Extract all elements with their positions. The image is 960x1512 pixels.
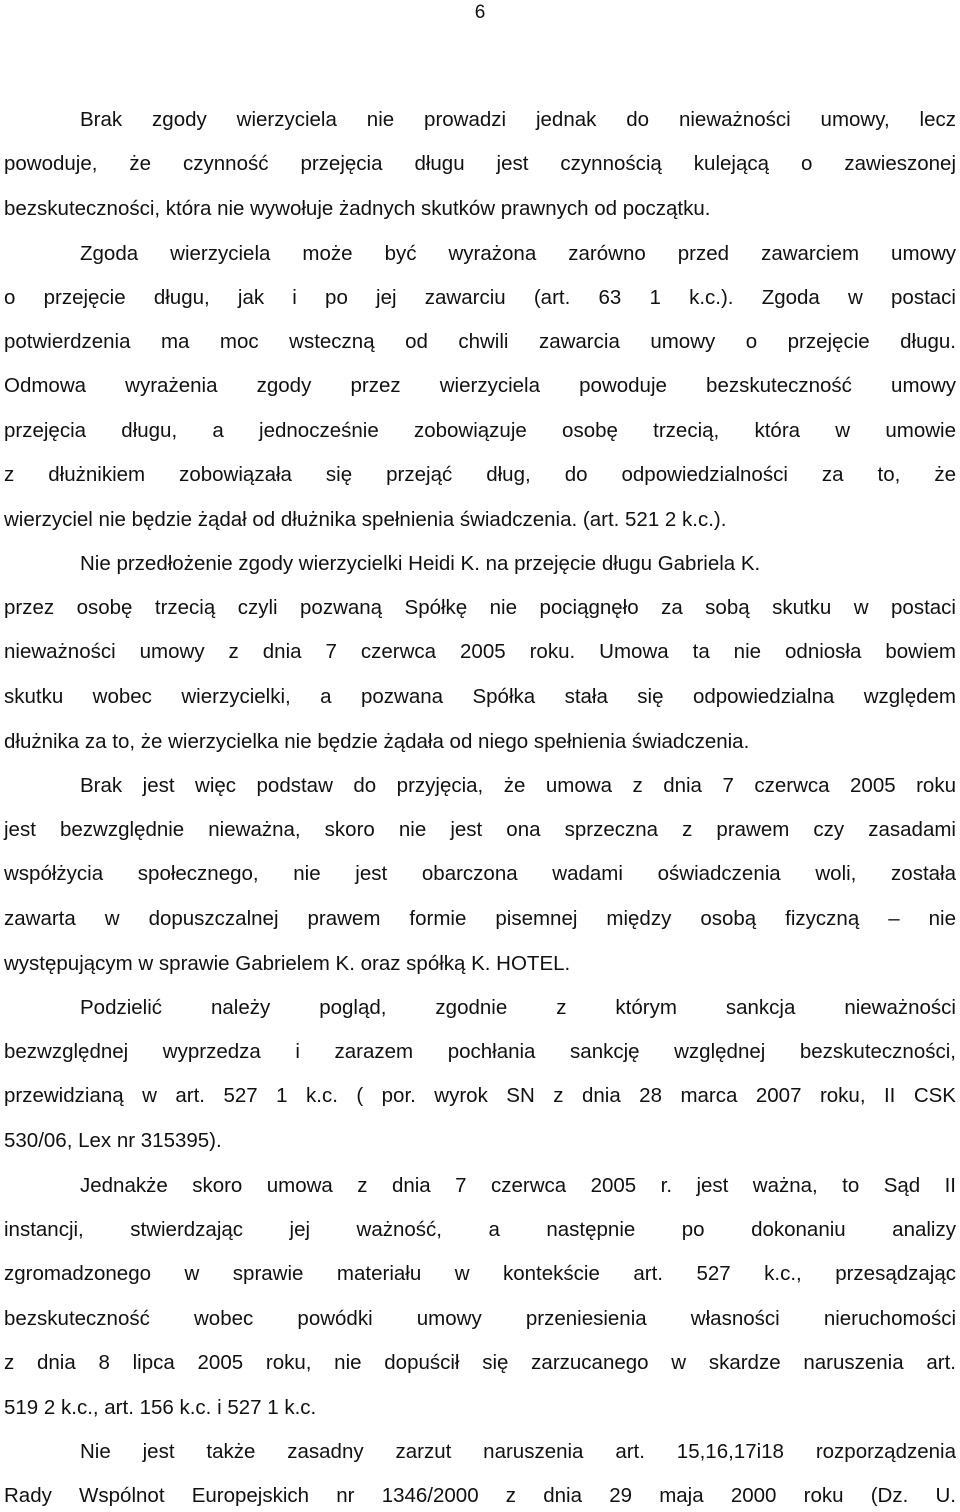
text-line: z dłużnikiem zobowiązała się przejąć dług, do odpowiedzialności za to, że [4, 463, 956, 486]
text-line: przewidzianą w art. 527 1 k.c. ( por. wyrok SN z dnia 28 marca 2007 roku, II CSK [4, 1084, 956, 1107]
text-line: przejęcia długu, a jednocześnie zobowiązuje osobę trzecią, która w umowie [4, 419, 956, 442]
text-line: skutku wobec wierzycielki, a pozwana Spółka stała się odpowiedzialna względem [4, 685, 956, 708]
text-line: potwierdzenia ma moc wsteczną od chwili zawarcia umowy o przejęcie długu. [4, 330, 956, 353]
text-line: 530/06, Lex nr 315395). [4, 1129, 222, 1152]
text-line: Rady Wspólnot Europejskich nr 1346/2000 z dnia 29 maja 2000 roku (Dz. U. [4, 1484, 956, 1507]
text-line: dłużnika za to, że wierzycielka nie będzie żądała od niego spełnienia świadczenia. [4, 730, 750, 753]
text-line: Jednakże skoro umowa z dnia 7 czerwca 2005 r. jest ważna, to Sąd II [80, 1174, 956, 1197]
text-line: instancji, stwierdzając jej ważność, a następnie po dokonaniu analizy [4, 1218, 956, 1241]
text-line: zawarta w dopuszczalnej prawem formie pisemnej między osobą fizyczną – nie [4, 907, 956, 930]
text-line: Brak zgody wierzyciela nie prowadzi jednak do nieważności umowy, lecz [80, 108, 956, 131]
text-line: Podzielić należy pogląd, zgodnie z którym sankcja nieważności [80, 996, 956, 1019]
text-line: przez osobę trzecią czyli pozwaną Spółkę nie pociągnęło za sobą skutku w postaci [4, 596, 956, 619]
text-line: nieważności umowy z dnia 7 czerwca 2005 roku. Umowa ta nie odniosła bowiem [4, 640, 956, 663]
page-number: 6 [474, 2, 486, 23]
text-line: bezskuteczność wobec powódki umowy przeniesienia własności nieruchomości [4, 1307, 956, 1330]
text-line: powoduje, że czynność przejęcia długu jest czynnością kulejącą o zawieszonej [4, 152, 956, 175]
text-line: wierzyciel nie będzie żądał od dłużnika spełnienia świadczenia. (art. 521 2 k.c.). [4, 508, 727, 531]
text-line: 519 2 k.c., art. 156 k.c. i 527 1 k.c. [4, 1396, 317, 1419]
text-line: współżycia społecznego, nie jest obarczona wadami oświadczenia woli, została [4, 862, 956, 885]
text-line: zgromadzonego w sprawie materiału w kontekście art. 527 k.c., przesądzając [4, 1262, 956, 1285]
text-line: występującym w sprawie Gabrielem K. oraz spółką K. HOTEL. [4, 952, 571, 975]
text-line: bezwzględnej wyprzedza i zarazem pochłania sankcję względnej bezskuteczności, [4, 1040, 956, 1063]
text-line: z dnia 8 lipca 2005 roku, nie dopuścił się zarzucanego w skardze naruszenia art. [4, 1351, 956, 1374]
text-line: bezskuteczności, która nie wywołuje żadnych skutków prawnych od początku. [4, 197, 711, 220]
text-line: Zgoda wierzyciela może być wyrażona zarówno przed zawarciem umowy [80, 242, 956, 265]
text-line: Odmowa wyrażenia zgody przez wierzyciela powoduje bezskuteczność umowy [4, 374, 956, 397]
text-line: o przejęcie długu, jak i po jej zawarciu (art. 63 1 k.c.). Zgoda w postaci [4, 286, 956, 309]
text-line: Nie przedłożenie zgody wierzycielki Heidi K. na przejęcie długu Gabriela K. [80, 552, 761, 575]
text-line: Brak jest więc podstaw do przyjęcia, że umowa z dnia 7 czerwca 2005 roku [80, 774, 956, 797]
text-line: jest bezwzględnie nieważna, skoro nie jest ona sprzeczna z prawem czy zasadami [4, 818, 956, 841]
text-line: Nie jest także zasadny zarzut naruszenia art. 15,16,17i18 rozporządzenia [80, 1440, 956, 1463]
